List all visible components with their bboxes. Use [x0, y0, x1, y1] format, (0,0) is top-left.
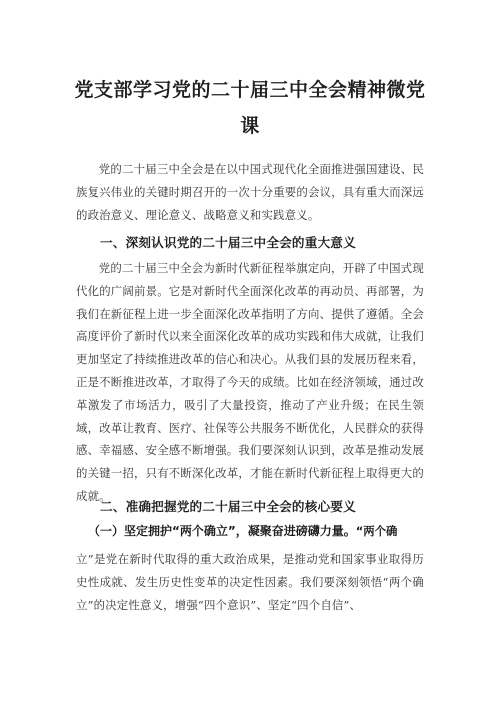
section1-paragraph: 党的二十届三中全会为新时代新征程举旗定向，开辟了中国式现代化的广阔前景。它是对新时代全面深化改革的再动员、再部署，为我们在新征程上进一步全面深化改革指明了方向、提供了遵循。全会高度评价了新时代以来全面深化改革的成功实践和伟大成就，让我们更加坚定了持续推进改革的信心和决心。从我们县的发展历程来看，正是不断推进改革，才取得了今天的成绩。比如在经济领域，通过改革激发了市场活力，吸引了大量投资，推动了产业升级；在民生领域，改革让教育、医疗、社保等公共服务不断优化，人民群众的获得感、幸福感、安全感不断增强。我们要深刻认识到，改革是推动发展的关键一招，只有不断深化改革，才能在新时代新征程上取得更大的成就。 — [76, 261, 424, 503]
subsection1-line — [88, 520, 436, 543]
subsection1-lead: “两个确 — [355, 524, 398, 538]
section1-heading: 一、深刻认识党的二十届三中全会的重大意义 — [100, 235, 356, 250]
intro-paragraph: 党的二十届三中全会是在以中国式现代化全面推进强国建设、民族复兴伟业的关键时期召开的一次十分重要的会议，具有重大而深远的政治意义、理论意义、战略意义和实践意义。 — [76, 162, 424, 222]
document-title-line1: 党支部学习党的二十届三中全会精神微党 — [74, 79, 426, 101]
subsection1-paragraph: 立”是党在新时代取得的重大政治成果，是推动党和国家事业取得历史性成就、发生历史性变革的决定性因素。我们要深刻领悟“两个确立”的决定性意义，增强“四个意识”、坚定“四个自信”、 — [76, 552, 424, 612]
document-title-line2: 课 — [240, 115, 260, 137]
section2-heading: 二、准确把握党的二十届三中全会的核心要义 — [100, 499, 356, 514]
subsection1-heading: （一）坚定拥护“两个确立”，凝聚奋进磅礴力量。 — [88, 524, 356, 538]
